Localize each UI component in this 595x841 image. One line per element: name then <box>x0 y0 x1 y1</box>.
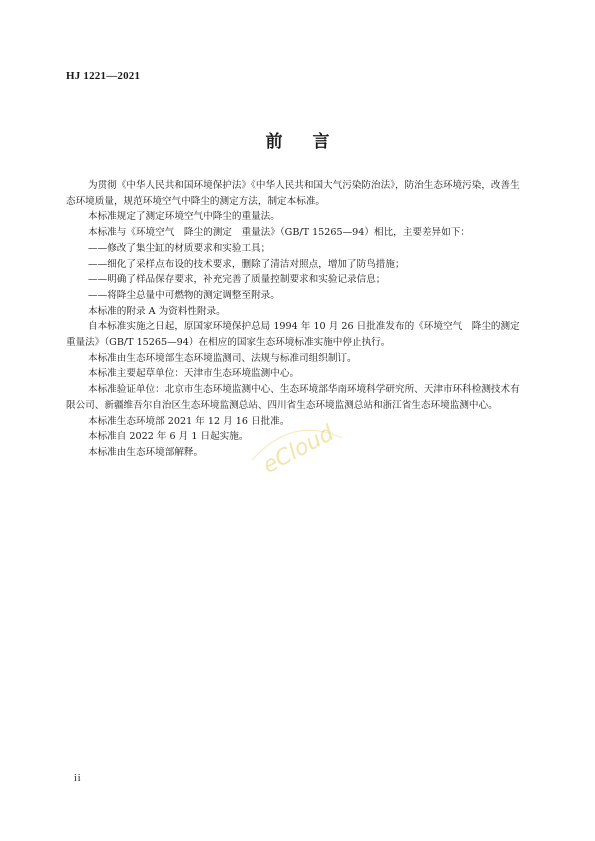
preface-paragraph: 本标准生态环境部 2021 年 12 月 16 日批准。 <box>88 415 290 427</box>
page-number: ii <box>74 773 82 784</box>
preface-paragraph: ——明确了样品保存要求，补充完善了质量控制要求和实验记录信息； <box>88 274 386 286</box>
preface-paragraph: 本标准规定了测定环境空气中降尘的重量法。 <box>88 211 280 223</box>
preface-paragraph: 本标准由生态环境部生态环境监测司、法规与标准司组织制订。 <box>88 352 357 364</box>
preface-paragraph: 本标准的附录 A 为资料性附录。 <box>88 305 226 317</box>
preface-paragraph: 本标准验证单位：北京市生态环境监测中心、生态环境部华南环境科学研究所、天津市环科检测技术有限公司、新疆维吾尔自治区生态环境监测总站、四川省生态环境监测总站和浙江省生态环境监测中心。 <box>66 384 520 411</box>
preface-paragraph: ——修改了集尘缸的材质要求和实验工具； <box>88 242 271 254</box>
preface-paragraph: 为贯彻《中华人民共和国环境保护法》《中华人民共和国大气污染防治法》，防治生态环境污染，改善生态环境质量，规范环境空气中降尘的测定方法，制定本标准。 <box>66 180 520 207</box>
preface-paragraph: 自本标准实施之日起，原国家环境保护总局 1994 年 10 月 26 日批准发布的《环境空气 降尘的测定 重量法》（GB/T 15265—94）在相应的国家生态环境标准实施中停止执行。 <box>66 321 530 349</box>
page-title: 前言 <box>265 132 360 152</box>
preface-paragraph: ——细化了采样点布设的技术要求，删除了清洁对照点，增加了防鸟措施； <box>88 258 405 270</box>
preface-paragraph: ——将降尘总量中可燃物的测定调整至附录。 <box>88 289 280 301</box>
preface-paragraph: 本标准主要起草单位：天津市生态环境监测中心。 <box>88 368 300 380</box>
preface-paragraph: 本标准与《环境空气 降尘的测定 重量法》（GB/T 15265—94）相比，主要差异如下： <box>88 227 470 239</box>
watermark-text: eCloud <box>258 420 339 479</box>
preface-paragraph: 本标准由生态环境部解释。 <box>88 446 204 458</box>
standard-code-header: HJ 1221—2021 <box>66 70 141 82</box>
preface-paragraph: 本标准自 2022 年 6 月 1 日起实施。 <box>88 431 249 443</box>
preface-body <box>66 178 530 461</box>
